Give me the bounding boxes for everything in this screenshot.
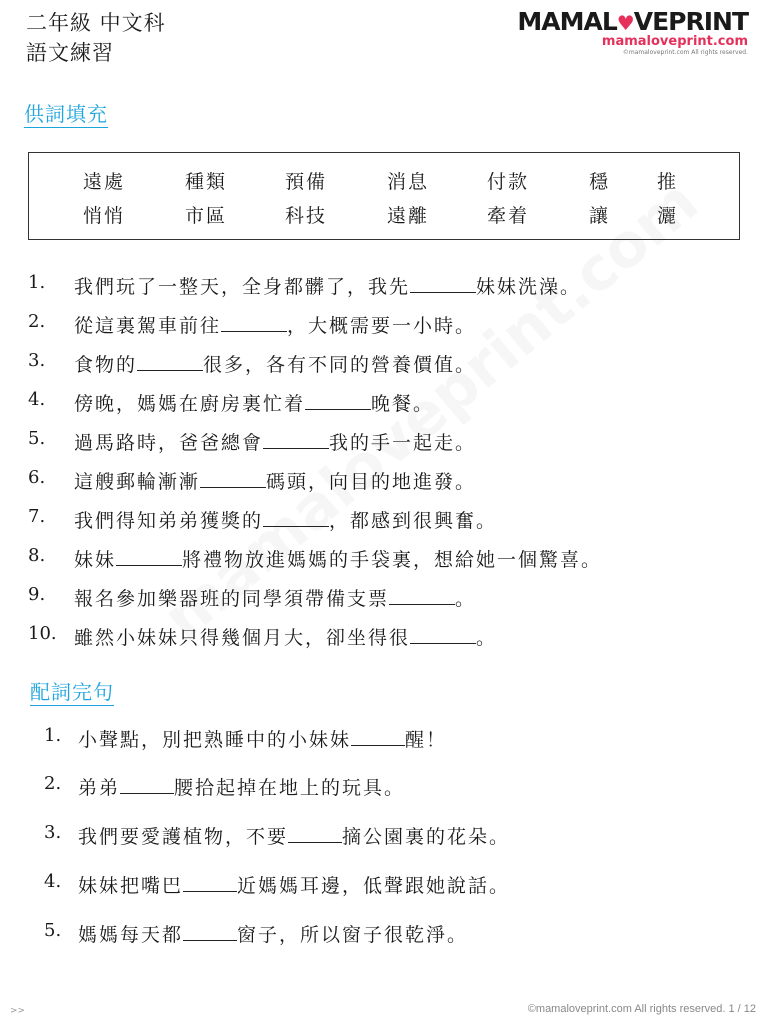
word-bank-item: 穩 — [589, 171, 611, 193]
question-number: 2. — [28, 311, 46, 332]
word-bank-item: 消息 — [387, 171, 430, 193]
question-text: 很多，各有不同的營養價值。 — [203, 354, 477, 376]
next-page-indicator[interactable]: >> — [10, 1006, 26, 1016]
question-number: 7. — [28, 506, 46, 527]
section-title-text: 配詞完句 — [30, 680, 114, 704]
question-text: 窗子，所以窗子很乾淨。 — [237, 924, 469, 946]
answer-blank[interactable] — [221, 312, 287, 332]
answer-blank[interactable] — [263, 507, 329, 527]
question-number: 3. — [28, 350, 46, 371]
word-bank — [28, 152, 740, 240]
word-bank-item: 遠離 — [387, 205, 430, 227]
word-bank-item: 預備 — [285, 171, 328, 193]
question-number: 5. — [28, 428, 46, 449]
answer-blank[interactable] — [183, 872, 237, 892]
logo-wordmark — [517, 8, 748, 37]
question-number: 4. — [44, 871, 62, 892]
section-title-text: 供詞填充 — [24, 102, 108, 126]
word-bank-item: 悄悄 — [83, 205, 126, 227]
question-text: 摘公園裏的花朵。 — [342, 826, 511, 848]
logo-text-part2: VEPRINT — [633, 7, 748, 36]
question-text: 我們得知弟弟獲獎的 — [74, 510, 264, 532]
question-number: 9. — [28, 584, 46, 605]
question-text: 晚餐。 — [371, 393, 435, 415]
footer-copyright: ©mamaloveprint.com All rights reserved. 1 / 12 — [527, 1003, 756, 1015]
brand-logo — [517, 8, 748, 57]
question-text: 我們要愛護植物，不要 — [78, 826, 289, 848]
question-text: 食物的 — [74, 354, 138, 376]
question-text: 媽媽每天都 — [78, 924, 184, 946]
question-text: 從這裏駕車前往 — [74, 315, 222, 337]
answer-blank[interactable] — [263, 429, 329, 449]
word-bank-item: 牽着 — [487, 205, 530, 227]
word-bank-item: 科技 — [285, 205, 328, 227]
worksheet-header — [26, 8, 166, 68]
question-number: 5. — [44, 920, 62, 941]
word-bank-item: 灑 — [657, 205, 679, 227]
question-text: 雖然小妹妹只得幾個月大，卻坐得很 — [74, 627, 411, 649]
word-bank-item: 市區 — [185, 205, 228, 227]
answer-blank[interactable] — [116, 546, 182, 566]
answer-blank[interactable] — [137, 351, 203, 371]
question-number: 1. — [28, 272, 46, 293]
word-bank-item: 讓 — [589, 205, 611, 227]
logo-text-part1: MAMAL — [517, 7, 617, 36]
answer-blank[interactable] — [410, 273, 476, 293]
question-text: 腰拾起掉在地上的玩具。 — [174, 777, 406, 799]
logo-rights: ©mamaloveprint.com All rights reserved. — [622, 49, 748, 56]
section-title-fill-in — [24, 98, 108, 127]
answer-blank[interactable] — [183, 921, 237, 941]
question-text: 妹妹洗澡。 — [476, 276, 582, 298]
question-text: 過馬路時，爸爸總會 — [74, 432, 264, 454]
answer-blank[interactable] — [389, 585, 455, 605]
answer-blank[interactable] — [288, 823, 342, 843]
word-bank-item: 遠處 — [83, 171, 126, 193]
grade-subject: 二年級 中文科 — [26, 11, 166, 35]
question-text: 小聲點，別把熟睡中的小妹妹 — [78, 729, 352, 751]
worksheet-title: 語文練習 — [26, 41, 114, 65]
question-text: 報名參加樂器班的同學須帶備支票 — [74, 588, 390, 610]
question-text: 近媽媽耳邊，低聲跟她說話。 — [237, 875, 511, 897]
answer-blank[interactable] — [200, 468, 266, 488]
answer-blank[interactable] — [410, 624, 476, 644]
question-number: 10. — [28, 623, 57, 644]
question-text: 。 — [476, 627, 498, 649]
section-title-word-completion — [30, 676, 114, 705]
word-bank-item: 推 — [657, 171, 679, 193]
answer-blank[interactable] — [120, 774, 174, 794]
question-text: 這艘郵輪漸漸 — [74, 471, 201, 493]
answer-blank[interactable] — [351, 726, 405, 746]
word-bank-row-2 — [29, 201, 739, 231]
question-text: 我的手一起走。 — [329, 432, 477, 454]
question-number: 6. — [28, 467, 46, 488]
question-text: 我們玩了一整天，全身都髒了，我先 — [74, 276, 411, 298]
heart-icon: ♥ — [616, 11, 634, 35]
question-number: 1. — [44, 725, 62, 746]
question-number: 2. — [44, 773, 62, 794]
question-text: 將禮物放進媽媽的手袋裏，想給她一個驚喜。 — [182, 549, 603, 571]
question-text: 傍晚，媽媽在廚房裏忙着 — [74, 393, 306, 415]
answer-blank[interactable] — [305, 390, 371, 410]
question-text: 妹妹 — [74, 549, 117, 571]
question-number: 8. — [28, 545, 46, 566]
word-bank-row-1 — [29, 167, 739, 197]
question-text: 弟弟 — [78, 777, 121, 799]
question-text: 碼頭，向目的地進發。 — [266, 471, 477, 493]
question-text: ，大概需要一小時。 — [287, 315, 477, 337]
word-bank-item: 種類 — [185, 171, 228, 193]
question-number: 3. — [44, 822, 62, 843]
question-text: 。 — [455, 588, 477, 610]
question-text: 醒！ — [405, 729, 448, 751]
word-bank-item: 付款 — [487, 171, 530, 193]
logo-url: mamaloveprint.com — [601, 34, 748, 49]
question-number: 4. — [28, 389, 46, 410]
question-text: ，都感到很興奮。 — [329, 510, 498, 532]
question-text: 妹妹把嘴巴 — [78, 875, 184, 897]
